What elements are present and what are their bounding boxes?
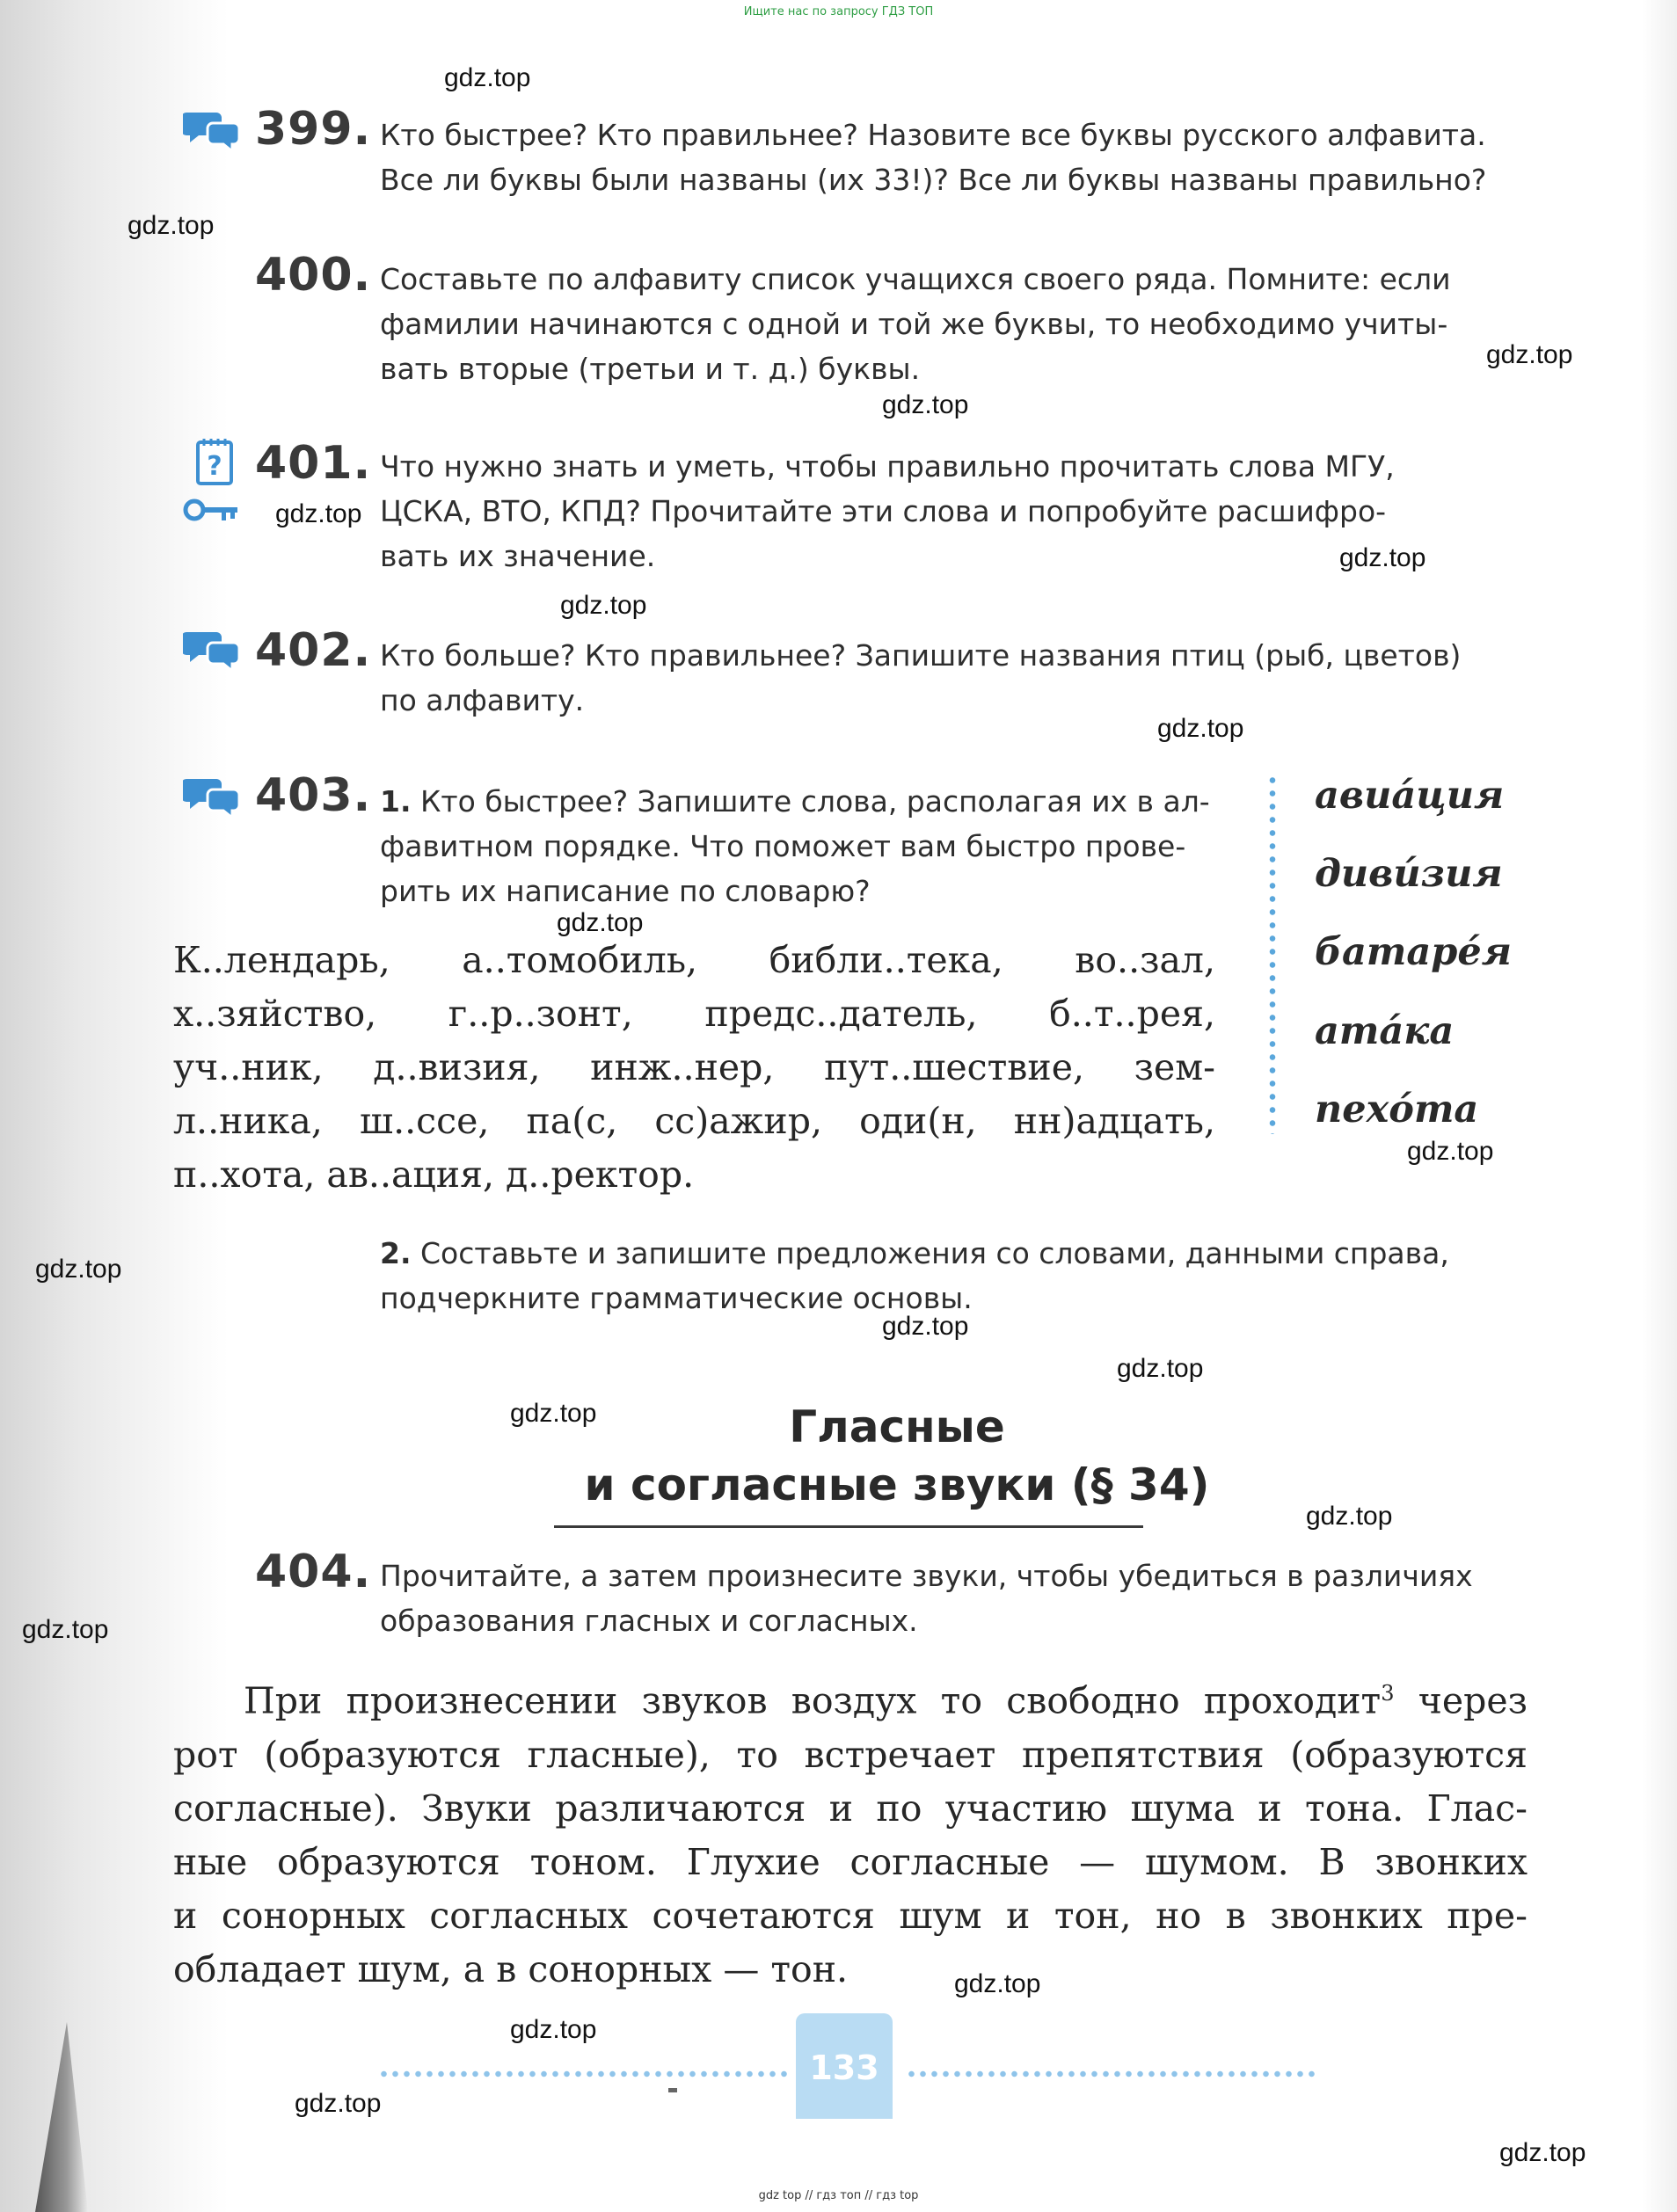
watermark: gdz.top	[557, 908, 644, 937]
exercise-line: уч..ник, д..визия, инж..нер, пут..шествие, зем-	[173, 1046, 1215, 1088]
task-number-400: 400.	[255, 249, 372, 302]
watermark: gdz.top	[1407, 1137, 1494, 1166]
exercise-line: х..зяйство, г..р..зонт, предс..датель, б..т..рея,	[173, 993, 1215, 1035]
text-line: по алфавиту.	[380, 683, 585, 717]
exercise-line: л..ника, ш..ссе, па(с, сс)ажир, оди(н, нн)адцать,	[173, 1100, 1215, 1142]
text-span: При произнесении звуков воздух то свободно проходит	[244, 1679, 1382, 1722]
text-line: вать их значение.	[380, 539, 656, 573]
watermark: gdz.top	[35, 1255, 122, 1284]
watermark: gdz.top	[128, 211, 215, 240]
text-line: фавитном порядке. Что поможет вам быстро прове-	[380, 829, 1186, 863]
question-notebook-icon	[195, 437, 234, 486]
text-line: ЦСКА, ВТО, КПД? Прочитайте эти слова и попробуйте расшифро-	[380, 494, 1387, 528]
page-dots-left	[378, 2070, 791, 2077]
text-span: Кто быстрее? Запишите слова, располагая их в ал-	[420, 784, 1210, 819]
text-line: Все ли буквы были названы (их 33!)? Все ли буквы названы правильно?	[380, 163, 1487, 197]
task-404-text	[380, 1553, 1523, 1643]
heading-line: Гласные	[789, 1401, 1005, 1452]
watermark: gdz.top	[1306, 1502, 1393, 1531]
text-line: рить их написание по словарю?	[380, 874, 871, 908]
key-icon	[183, 495, 239, 525]
exercise-line: К..лендарь, а..томобиль, библи..тека, во..зал,	[173, 939, 1215, 981]
side-word: пехóта	[1315, 1088, 1479, 1131]
watermark: gdz.top	[295, 2089, 382, 2118]
task-number-401: 401.	[255, 437, 372, 490]
text-span: Составьте и запишите предложения со словами, данными справа,	[420, 1236, 1449, 1270]
task-401-text	[380, 444, 1523, 578]
page-edge-shadow	[1642, 0, 1677, 2212]
page-number: 133	[809, 2048, 879, 2087]
svg-text:?: ?	[207, 451, 222, 482]
top-note: Ищите нас по запросу ГДЗ ТОП	[743, 5, 934, 18]
watermark: gdz.top	[444, 63, 531, 92]
speech-bubbles-icon	[183, 774, 241, 819]
watermark: gdz.top	[510, 2015, 597, 2044]
watermark: gdz.top	[882, 390, 969, 419]
task-number-402: 402.	[255, 624, 372, 677]
text-line: вать вторые (третьи и т. д.) буквы.	[380, 352, 921, 386]
rule-line: рот (образуются гласные), то встречает препятствия (образуются	[173, 1733, 1528, 1776]
side-word: батарéя	[1315, 930, 1512, 974]
task-number-403: 403.	[255, 769, 372, 822]
page-mark	[668, 2088, 677, 2092]
watermark: gdz.top	[22, 1615, 109, 1644]
side-word: авиáция	[1315, 774, 1505, 818]
watermark: gdz.top	[1157, 714, 1244, 743]
rule-line: согласные). Звуки различаются и по участию шума и тона. Глас-	[173, 1786, 1528, 1830]
page-dots-right	[906, 2070, 1319, 2077]
watermark: gdz.top	[1486, 340, 1573, 369]
exercise-line: п..хота, ав..ация, д..ректор.	[173, 1153, 695, 1196]
rule-line	[173, 1667, 1528, 1728]
task-403-part1	[380, 779, 1224, 913]
rule-text	[173, 1667, 1528, 1997]
text-line	[380, 779, 1224, 824]
rule-line: ные образуются тоном. Глухие согласные — шумом. В звонких	[173, 1840, 1528, 1883]
watermark: gdz.top	[510, 1399, 597, 1428]
text-line: фамилии начинаются с одной и той же буквы, то необходимо учиты-	[380, 307, 1448, 341]
part-number: 1.	[380, 784, 412, 819]
task-402-text	[380, 633, 1523, 723]
text-line: образования гласных и согласных.	[380, 1604, 918, 1638]
text-span: через	[1394, 1679, 1528, 1722]
footnote-mark: 3	[1381, 1681, 1395, 1706]
watermark: gdz.top	[1117, 1354, 1204, 1383]
text-line: Прочитайте, а затем произнесите звуки, чтобы убедиться в различиях	[380, 1559, 1473, 1593]
dotted-divider	[1269, 774, 1276, 1134]
watermark: gdz.top	[1339, 543, 1426, 572]
bottom-note: gdz top // гдз топ // гдз top	[758, 2189, 919, 2202]
watermark: gdz.top	[275, 499, 362, 528]
section-heading	[545, 1398, 1249, 1514]
watermark: gdz.top	[882, 1312, 969, 1341]
heading-line: и согласные звуки (§ 34)	[584, 1459, 1210, 1510]
text-line: подчеркните грамматические основы.	[380, 1281, 973, 1315]
task-number-404: 404.	[255, 1546, 372, 1598]
speech-bubbles-icon	[183, 627, 241, 673]
text-line	[380, 1231, 1523, 1276]
rule-line: обладает шум, а в сонорных — тон.	[173, 1947, 849, 1990]
exercise-words	[173, 934, 1215, 1202]
task-399-text	[380, 113, 1523, 202]
part-number: 2.	[380, 1236, 412, 1270]
text-line: Кто быстрее? Кто правильнее? Назовите все буквы русского алфавита.	[380, 118, 1486, 152]
side-word: дивúзия	[1315, 852, 1503, 896]
speech-bubbles-icon	[183, 107, 241, 153]
watermark: gdz.top	[560, 591, 647, 620]
task-number-399: 399.	[255, 103, 372, 156]
text-line: Составьте по алфавиту список учащихся своего ряда. Помните: если	[380, 262, 1451, 296]
text-line: Кто больше? Кто правильнее? Запишите названия птиц (рыб, цветов)	[380, 638, 1462, 673]
watermark: gdz.top	[1499, 2138, 1586, 2167]
task-403-part2	[380, 1231, 1523, 1321]
task-400-text	[380, 257, 1523, 391]
watermark: gdz.top	[954, 1969, 1041, 1998]
side-word: атáка	[1315, 1009, 1455, 1053]
rule-line: и сонорных согласных сочетаются шум и тон, но в звонких пре-	[173, 1894, 1528, 1937]
heading-underline	[554, 1525, 1143, 1528]
text-line: Что нужно знать и уметь, чтобы правильно прочитать слова МГУ,	[380, 449, 1395, 484]
